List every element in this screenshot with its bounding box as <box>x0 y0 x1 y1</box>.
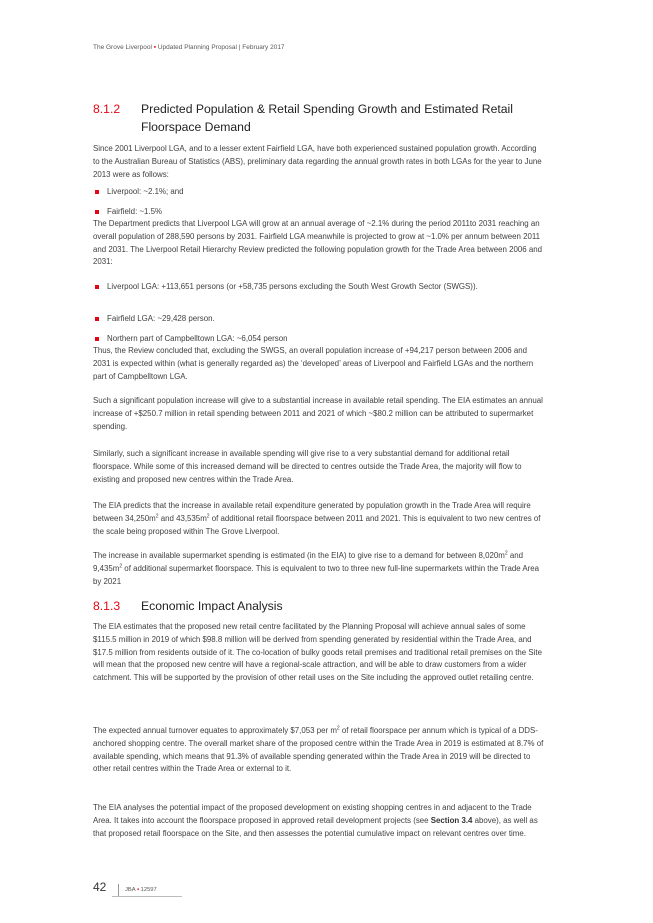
bullet-text: Fairfield: ~1.5% <box>107 207 163 216</box>
bullet-marker <box>95 190 99 194</box>
paragraph: The Department predicts that Liverpool LGA will grow at an annual average of ~2.1% during the period 2011to 2031 reaching an overall population of 288,590 persons by 2031. Fairfield LGA meanwhile is projected to grow at ~1.0% per annum between 2011 and 2031. The Liverpool Retail Hierarchy Review predicted the following population growth for the Trade Area between 2006 and 2031: <box>93 219 543 267</box>
section-reference: Section 3.4 <box>430 815 473 825</box>
footer-divider <box>118 884 119 896</box>
bullet-marker <box>95 210 99 214</box>
section-heading-8-1-3 <box>93 597 563 615</box>
bullet-text: Northern part of Campbelltown LGA: ~6,054 person <box>107 334 288 343</box>
page-number: 42 <box>93 880 107 894</box>
bullet-item <box>93 186 545 199</box>
section-title: Predicted Population & Retail Spending Growth and Estimated Retail Floorspace Demand <box>141 102 513 134</box>
paragraph: The expected annual turnover equates to approximately $7,053 per $m^2$ of retail floorspace per annum which is typical of a DDS-anchored shopping centre. The overall market share of the proposed centre within the Trade Area in 2019 is estimated at 8.7% of available spending, which means that 91.3% of available spending generated within the Trade Area in 2019 will be directed to other retail centres within the Trade Area or external to it. <box>93 725 544 774</box>
paragraph: The EIA predicts that the increase in available retail expenditure generated by population growth in the Trade Area will require between $34,250m^2$ and $43,535m^2$ of additional retail floorspace between 2011 and 2021. This is equivalent to two new centres of the scale being proposed within The Grove Liverpool. <box>93 501 541 536</box>
bullet-item <box>93 333 545 346</box>
paragraph: The EIA analyses the potential impact of the proposed development on existing shopping centres in and adjacent to the Trade Area. It takes into account the floorspace proposed in approved retail development projects (see Section 3.4 above), as well as that proposed retail floorspace on the Site, and then assesses the potential cumulative impact on relevant centres over time. <box>93 803 538 838</box>
header-document: Updated Planning Proposal | February 2017 <box>157 44 285 51</box>
header-project: The Grove Liverpool <box>93 44 152 51</box>
job-reference: JBA ▪ 12597 <box>125 887 157 893</box>
paragraph: Similarly, such a significant increase in available spending will give rise to a very substantial demand for additional retail floorspace. While some of this increased demand will be directed to centres outside the Trade Area, the majority will flow to existing and proposed new centres within the Trade Area. <box>93 449 522 484</box>
paragraph: The increase in available supermarket spending is estimated (in the EIA) to give rise to a demand for between $8,020m^2$ and $9,435m^2$ of additional supermarket floorspace. This is equivalent to two to three new full-line supermarkets within the Trade Area by 2021 <box>93 550 540 586</box>
bullet-item <box>93 206 545 219</box>
bullet-marker <box>95 285 99 289</box>
section-title: Economic Impact Analysis <box>141 599 283 613</box>
bullet-text: Liverpool: ~2.1%; and <box>107 187 184 196</box>
running-header <box>93 44 285 51</box>
paragraph: The EIA estimates that the proposed new retail centre facilitated by the Planning Proposal will achieve annual sales of some $115.5 million in 2019 of which $98.8 million will be derived from spending generated by residential within the Trade Area, and $17.5 million from residents outside of it. The co-location of bulky goods retail premises and traditional retail premises on the Site will mean that the proposed new centre will have a regional-scale attraction, and will be able to draw customers from a wider catchment. This will be supported by the provision of other retail uses on the Site including the approved outlet retailing centre. <box>93 622 542 683</box>
footer-rule <box>112 896 182 897</box>
paragraph: Since 2001 Liverpool LGA, and to a lesser extent Fairfield LGA, have both experienced sustained population growth. According to the Australian Bureau of Statistics (ABS), preliminary data regarding the annual growth rates in both LGAs for the year to June 2013 were as follows: <box>93 144 542 179</box>
bullet-text: Fairfield LGA: ~29,428 person. <box>107 314 215 323</box>
header-separator: ▪ <box>153 44 157 51</box>
paragraph: Such a significant population increase will give to a substantial increase in available retail spending. The EIA estimates an annual increase of +$250.7 million in retail spending between 2011 and 2021 of which ~$80.2 million can be attributed to supermarket spending. <box>93 396 543 431</box>
paragraph: Thus, the Review concluded that, excluding the SWGS, an overall population increase of +94,217 person between 2006 and 2031 is expected within (what is generally regarded as) the ‘developed’ areas of Liverpool and Fairfield LGAs and the northern part of Campbelltown LGA. <box>93 346 534 381</box>
bullet-marker <box>95 317 99 321</box>
bullet-item <box>93 281 545 294</box>
bullet-text: Liverpool LGA: +113,651 persons (or +58,735 persons excluding the South West Growth Sector (SWGS)). <box>107 282 478 291</box>
section-number: 8.1.2 <box>93 102 121 116</box>
bullet-marker <box>95 337 99 341</box>
bullet-item <box>93 313 545 326</box>
section-heading-8-1-2 <box>93 100 563 136</box>
section-number: 8.1.3 <box>93 599 121 613</box>
